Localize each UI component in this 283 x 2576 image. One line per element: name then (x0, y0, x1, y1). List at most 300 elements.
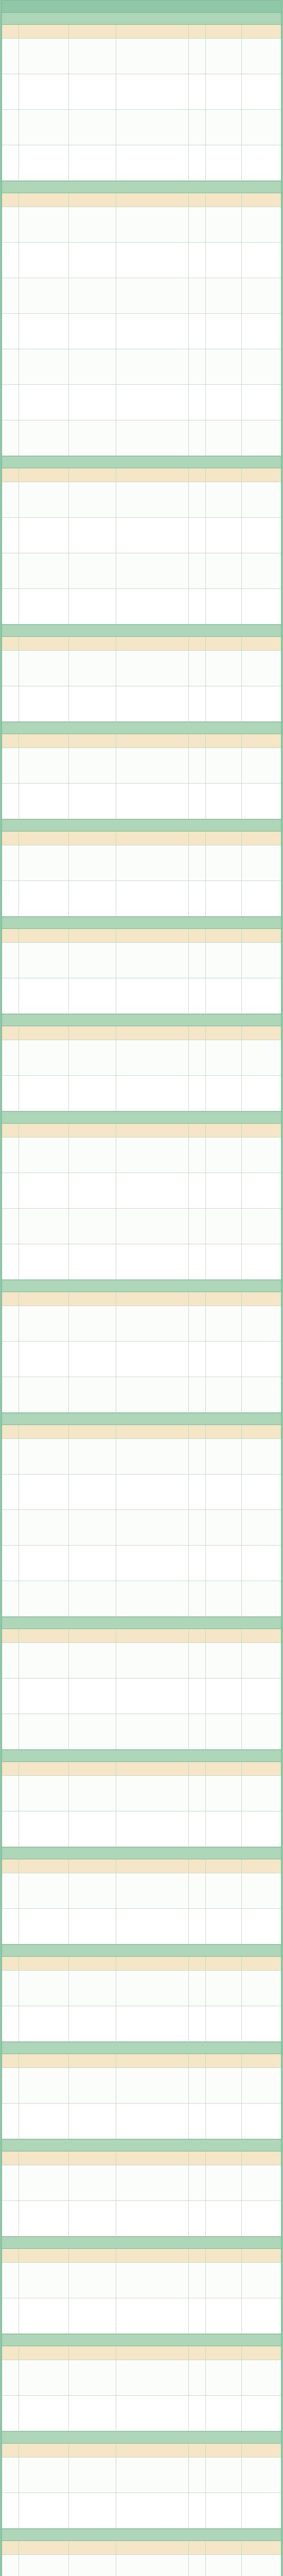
col-theme-cell (69, 1342, 116, 1377)
col-number-header (2, 2151, 19, 2165)
col-number-cell (2, 651, 19, 686)
col-theme-cell (69, 589, 116, 624)
col-time-cell (19, 2298, 69, 2333)
table-row (2, 1244, 281, 1280)
col-number-cell (2, 2165, 19, 2200)
col-phone-cell (242, 1306, 281, 1341)
col-time-cell (19, 2068, 69, 2103)
section-title (2, 181, 281, 193)
col-target-cell (189, 314, 206, 349)
col-time-cell (19, 1439, 69, 1474)
col-place-cell (206, 1909, 242, 1944)
col-theme-header (69, 2541, 116, 2554)
col-place-cell (206, 1546, 242, 1581)
col-theme-cell (69, 243, 116, 278)
col-content-header (116, 193, 189, 207)
col-number-cell (2, 1173, 19, 1208)
community-section (2, 2334, 281, 2431)
col-target-cell (189, 1377, 206, 1412)
col-number-cell (2, 243, 19, 278)
col-theme-cell (69, 1439, 116, 1474)
table-header-row (2, 1292, 281, 1306)
col-place-cell (206, 482, 242, 517)
col-content-header (116, 2346, 189, 2360)
col-time-cell (19, 385, 69, 420)
col-theme-cell (69, 2104, 116, 2139)
table-row (2, 553, 281, 589)
col-number-header (2, 1957, 19, 1970)
col-number-cell (2, 1776, 19, 1811)
col-theme-header (69, 1859, 116, 1873)
col-time-cell (19, 420, 69, 455)
col-phone-cell (242, 1377, 281, 1412)
section-title (2, 2431, 281, 2444)
col-phone-cell (242, 2104, 281, 2139)
col-theme-cell (69, 207, 116, 242)
col-time-cell (19, 349, 69, 384)
col-time-cell (19, 1342, 69, 1377)
col-theme-cell (69, 420, 116, 455)
col-target-cell (189, 2298, 206, 2333)
col-number-cell (2, 1581, 19, 1616)
col-theme-header (69, 2249, 116, 2262)
col-time-cell (19, 1040, 69, 1075)
table-row (2, 278, 281, 314)
col-target-cell (189, 2165, 206, 2200)
col-content-cell (116, 349, 189, 384)
col-phone-cell (242, 74, 281, 109)
col-content-header (116, 1629, 189, 1642)
col-theme-header (69, 1124, 116, 1137)
col-number-header (2, 734, 19, 748)
col-theme-cell (69, 2068, 116, 2103)
col-phone-header (242, 2444, 281, 2457)
table-header-row (2, 1859, 281, 1873)
col-phone-cell (242, 553, 281, 588)
col-content-cell (116, 420, 189, 455)
col-content-cell (116, 978, 189, 1013)
community-section (2, 2236, 281, 2334)
col-theme-cell (69, 1076, 116, 1111)
col-place-cell (206, 1679, 242, 1714)
col-theme-cell (69, 2458, 116, 2493)
col-content-cell (116, 207, 189, 242)
community-section (2, 1847, 281, 1944)
table-row (2, 1714, 281, 1750)
col-target-cell (189, 278, 206, 313)
col-content-cell (116, 1342, 189, 1377)
col-time-cell (19, 2555, 69, 2576)
col-phone-header (242, 2541, 281, 2554)
table-row (2, 74, 281, 110)
col-place-cell (206, 1209, 242, 1244)
community-section (2, 1280, 281, 1413)
section-title (2, 2334, 281, 2346)
col-theme-header (69, 734, 116, 748)
col-content-cell (116, 1546, 189, 1581)
col-time-cell (19, 2006, 69, 2041)
table-header-row (2, 2249, 281, 2263)
col-time-cell (19, 784, 69, 819)
col-time-cell (19, 1971, 69, 2006)
col-place-cell (206, 1377, 242, 1412)
community-section (2, 819, 281, 917)
section-title (2, 917, 281, 929)
table-row (2, 314, 281, 349)
col-time-cell (19, 1173, 69, 1208)
col-content-cell (116, 1679, 189, 1714)
col-number-cell (2, 1909, 19, 1944)
table-row (2, 110, 281, 145)
col-time-header (19, 1425, 69, 1438)
col-number-cell (2, 978, 19, 1013)
col-phone-cell (242, 2165, 281, 2200)
col-content-cell (116, 2493, 189, 2528)
col-content-cell (116, 314, 189, 349)
col-number-header (2, 1425, 19, 1438)
col-theme-cell (69, 110, 116, 145)
col-time-header (19, 1859, 69, 1873)
col-place-cell (206, 1581, 242, 1616)
col-target-cell (189, 420, 206, 455)
col-content-cell (116, 651, 189, 686)
table-row (2, 243, 281, 278)
col-number-cell (2, 349, 19, 384)
col-theme-header (69, 1292, 116, 1306)
col-theme-cell (69, 2396, 116, 2431)
section-title (2, 1847, 281, 1859)
col-theme-cell (69, 1475, 116, 1510)
col-target-cell (189, 1138, 206, 1173)
col-target-header (189, 1859, 206, 1873)
col-theme-header (69, 832, 116, 845)
col-place-header (206, 2346, 242, 2360)
col-number-cell (2, 2006, 19, 2041)
col-time-cell (19, 1138, 69, 1173)
col-time-cell (19, 1776, 69, 1811)
col-content-cell (116, 2165, 189, 2200)
col-time-header (19, 193, 69, 207)
col-phone-cell (242, 845, 281, 880)
col-target-cell (189, 385, 206, 420)
col-phone-header (242, 25, 281, 38)
col-number-header (2, 929, 19, 942)
col-theme-header (69, 1762, 116, 1775)
col-number-cell (2, 2104, 19, 2139)
col-phone-cell (242, 1679, 281, 1714)
table-row (2, 2493, 281, 2529)
section-title (2, 1413, 281, 1425)
col-theme-cell (69, 1546, 116, 1581)
col-place-cell (206, 207, 242, 242)
col-number-cell (2, 2360, 19, 2395)
table-row (2, 1173, 281, 1209)
col-theme-cell (69, 518, 116, 553)
table-row (2, 1439, 281, 1475)
col-content-header (116, 637, 189, 650)
community-section (2, 917, 281, 1014)
section-title (2, 1280, 281, 1292)
col-content-cell (116, 2360, 189, 2395)
col-number-cell (2, 314, 19, 349)
col-phone-cell (242, 1971, 281, 2006)
col-phone-cell (242, 1581, 281, 1616)
col-content-cell (116, 784, 189, 819)
col-time-cell (19, 1209, 69, 1244)
col-phone-cell (242, 1076, 281, 1111)
col-content-cell (116, 2458, 189, 2493)
col-target-header (189, 1957, 206, 1970)
col-time-cell (19, 145, 69, 180)
col-phone-cell (242, 1873, 281, 1908)
col-time-cell (19, 651, 69, 686)
col-theme-cell (69, 145, 116, 180)
col-number-cell (2, 1643, 19, 1678)
table-row (2, 2201, 281, 2236)
col-target-cell (189, 2555, 206, 2576)
col-theme-header (69, 929, 116, 942)
col-place-cell (206, 2360, 242, 2395)
col-theme-cell (69, 881, 116, 916)
table-header-row (2, 1957, 281, 1971)
col-target-cell (189, 2006, 206, 2041)
table-row (2, 1209, 281, 1244)
col-phone-header (242, 2054, 281, 2067)
col-theme-header (69, 2054, 116, 2067)
col-content-header (116, 929, 189, 942)
section-title (2, 1111, 281, 1124)
col-phone-cell (242, 1811, 281, 1846)
col-place-cell (206, 349, 242, 384)
col-phone-cell (242, 518, 281, 553)
col-target-header (189, 2054, 206, 2067)
col-content-cell (116, 74, 189, 109)
col-phone-header (242, 1292, 281, 1306)
col-phone-cell (242, 2458, 281, 2493)
col-content-header (116, 2541, 189, 2554)
col-phone-cell (242, 2006, 281, 2041)
col-number-header (2, 193, 19, 207)
col-phone-cell (242, 2396, 281, 2431)
col-place-header (206, 1859, 242, 1873)
col-place-cell (206, 278, 242, 313)
section-title (2, 456, 281, 468)
col-content-cell (116, 1076, 189, 1111)
col-phone-cell (242, 1776, 281, 1811)
col-place-cell (206, 978, 242, 1013)
col-place-header (206, 1629, 242, 1642)
table-header-row (2, 1026, 281, 1040)
col-content-cell (116, 1643, 189, 1678)
table-row (2, 385, 281, 420)
col-place-cell (206, 748, 242, 783)
col-target-header (189, 929, 206, 942)
col-time-cell (19, 1643, 69, 1678)
col-phone-header (242, 1859, 281, 1873)
col-time-cell (19, 2165, 69, 2200)
col-phone-header (242, 637, 281, 650)
col-content-cell (116, 2068, 189, 2103)
col-place-header (206, 637, 242, 650)
col-content-cell (116, 553, 189, 588)
col-target-cell (189, 243, 206, 278)
col-place-cell (206, 1510, 242, 1545)
col-place-header (206, 2541, 242, 2554)
col-time-cell (19, 1076, 69, 1111)
col-phone-cell (242, 2201, 281, 2236)
col-theme-header (69, 1026, 116, 1040)
col-content-cell (116, 39, 189, 74)
col-target-header (189, 2541, 206, 2554)
col-place-cell (206, 686, 242, 721)
col-phone-cell (242, 686, 281, 721)
col-time-cell (19, 2493, 69, 2528)
col-content-cell (116, 2006, 189, 2041)
col-target-header (189, 1124, 206, 1137)
col-phone-header (242, 2151, 281, 2165)
col-phone-cell (242, 2360, 281, 2395)
col-theme-cell (69, 278, 116, 313)
col-theme-cell (69, 1581, 116, 1616)
col-content-header (116, 2249, 189, 2262)
table-row (2, 1076, 281, 1111)
col-target-cell (189, 2458, 206, 2493)
table-row (2, 686, 281, 722)
col-theme-cell (69, 1909, 116, 1944)
col-time-cell (19, 1714, 69, 1749)
col-place-header (206, 1026, 242, 1040)
col-phone-cell (242, 420, 281, 455)
col-theme-cell (69, 1714, 116, 1749)
col-place-cell (206, 1776, 242, 1811)
table-row (2, 2006, 281, 2042)
col-target-cell (189, 2263, 206, 2298)
col-theme-header (69, 637, 116, 650)
table-row (2, 1811, 281, 1847)
col-content-header (116, 1124, 189, 1137)
table-row (2, 1909, 281, 1944)
col-content-cell (116, 1873, 189, 1908)
col-time-header (19, 2249, 69, 2262)
col-target-cell (189, 1546, 206, 1581)
col-target-cell (189, 110, 206, 145)
section-title (2, 2139, 281, 2151)
col-phone-cell (242, 748, 281, 783)
table-row (2, 207, 281, 243)
table-row (2, 1040, 281, 1076)
col-theme-cell (69, 1209, 116, 1244)
col-content-cell (116, 1581, 189, 1616)
col-target-cell (189, 2068, 206, 2103)
table-row (2, 2396, 281, 2431)
col-target-cell (189, 1909, 206, 1944)
community-section (2, 2042, 281, 2139)
col-content-header (116, 468, 189, 482)
col-place-cell (206, 1244, 242, 1279)
col-content-header (116, 1292, 189, 1306)
col-target-header (189, 1292, 206, 1306)
table-row (2, 1377, 281, 1413)
col-phone-cell (242, 349, 281, 384)
table-row (2, 943, 281, 978)
col-number-cell (2, 1040, 19, 1075)
col-number-cell (2, 2201, 19, 2236)
table-row (2, 482, 281, 518)
col-number-header (2, 1762, 19, 1775)
col-phone-cell (242, 314, 281, 349)
table-header-row (2, 929, 281, 943)
col-theme-header (69, 1425, 116, 1438)
col-theme-header (69, 2444, 116, 2457)
col-place-header (206, 25, 242, 38)
col-target-cell (189, 349, 206, 384)
col-time-header (19, 1124, 69, 1137)
col-target-cell (189, 943, 206, 978)
col-number-cell (2, 1439, 19, 1474)
table-row (2, 748, 281, 784)
col-place-cell (206, 2201, 242, 2236)
col-target-header (189, 637, 206, 650)
col-theme-cell (69, 2298, 116, 2333)
section-title (2, 12, 281, 25)
col-place-cell (206, 845, 242, 880)
col-target-cell (189, 1971, 206, 2006)
col-target-cell (189, 482, 206, 517)
col-time-cell (19, 314, 69, 349)
col-phone-header (242, 2346, 281, 2360)
col-number-cell (2, 1306, 19, 1341)
col-place-header (206, 1762, 242, 1775)
col-number-cell (2, 2555, 19, 2576)
col-theme-cell (69, 349, 116, 384)
col-number-cell (2, 748, 19, 783)
col-time-cell (19, 589, 69, 624)
col-place-cell (206, 2165, 242, 2200)
col-place-cell (206, 1643, 242, 1678)
col-phone-cell (242, 385, 281, 420)
col-time-cell (19, 1873, 69, 1908)
col-target-cell (189, 1714, 206, 1749)
col-target-cell (189, 1040, 206, 1075)
col-place-header (206, 1425, 242, 1438)
col-phone-cell (242, 589, 281, 624)
col-time-cell (19, 978, 69, 1013)
col-target-header (189, 2151, 206, 2165)
table-header-row (2, 2541, 281, 2555)
col-number-cell (2, 207, 19, 242)
col-place-cell (206, 784, 242, 819)
col-content-cell (116, 243, 189, 278)
col-place-cell (206, 1342, 242, 1377)
section-title (2, 722, 281, 734)
col-number-header (2, 2541, 19, 2554)
col-theme-cell (69, 2555, 116, 2576)
col-time-header (19, 637, 69, 650)
community-section (2, 1413, 281, 1617)
table-row (2, 1342, 281, 1377)
col-content-cell (116, 385, 189, 420)
col-place-cell (206, 1811, 242, 1846)
col-number-cell (2, 1244, 19, 1279)
col-place-header (206, 2151, 242, 2165)
table-row (2, 420, 281, 456)
col-place-header (206, 1292, 242, 1306)
community-section (2, 2139, 281, 2236)
col-content-cell (116, 686, 189, 721)
col-phone-cell (242, 784, 281, 819)
col-content-cell (116, 1138, 189, 1173)
col-target-cell (189, 748, 206, 783)
